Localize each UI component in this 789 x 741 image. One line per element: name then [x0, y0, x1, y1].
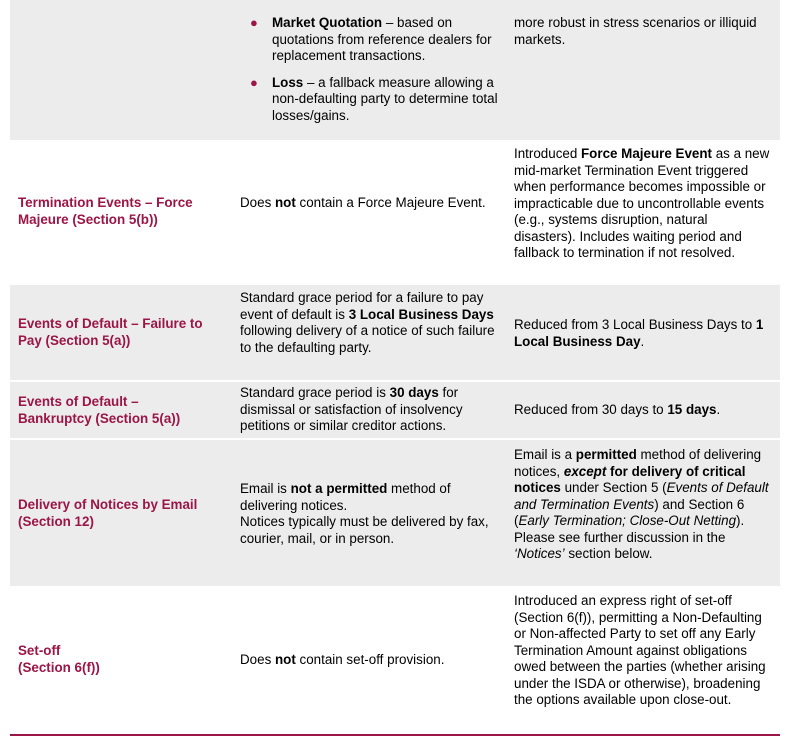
cell-text: more robust in stress scenarios or illiquid markets.	[514, 15, 757, 47]
cell-text: Email is a permitted method of delivering notices, except for delivery of critical notices under Section 5 (Events of Default and Termination Events) and Section 6 (Early Termination; Close-Out Netting). Please see further discussion in the ‘Notices’ section below.	[514, 447, 769, 561]
cell-text: Standard grace period for a failure to pay event of default is 3 Local Business Days following delivery of a notice of such failure to the defaulting party.	[240, 290, 495, 355]
table-bottom-rule	[10, 734, 780, 736]
cell-text: Email is not a permitted method of delivering notices. Notices typically must be delivered by fax, courier, mail, or in person.	[240, 481, 489, 546]
bullet-term: Market Quotation	[272, 15, 383, 30]
bullet-term: Loss	[272, 74, 304, 90]
row-header: Events of Default – Failure to Pay (Section 5(a))	[18, 316, 203, 348]
bullet-icon: ●	[250, 15, 258, 30]
cell-text: Introduced Force Majeure Event as a new mid-market Termination Event triggered when performance becomes impossible or impracticable due to uncontrollable events (e.g., systems disruption, natural disasters). Includes waiting period and fallback to termination if not resolved.	[514, 146, 770, 260]
bullet-icon: ●	[250, 74, 258, 90]
list-item: ● Market Quotation – based on quotations from reference dealers for replacement transactions.	[250, 15, 492, 63]
valuation-methods-list	[240, 15, 498, 124]
cell-text: Standard grace period is 30 days for dismissal or satisfaction of insolvency petitions or similar creditor actions.	[240, 385, 463, 433]
cell-text: Reduced from 3 Local Business Days to 1 Local Business Day.	[514, 317, 764, 349]
row-header: Set-off (Section 6(f))	[18, 643, 100, 675]
row-header: Termination Events – Force Majeure (Section 5(b))	[18, 195, 193, 227]
row-header: Delivery of Notices by Email (Section 12)	[18, 497, 198, 529]
cell-text: Reduced from 30 days to 15 days.	[514, 402, 721, 417]
cell-text: Does not contain set-off provision.	[240, 652, 445, 667]
cell-text: Introduced an express right of set-off (Section 6(f)), permitting a Non-Defaulting or Non-affected Party to set off any Early Termination Amount against obligations owed between the parties (whether arising under the ISDA or otherwise), broadening the options available upon close-out.	[514, 593, 766, 707]
list-item: ● Loss – a fallback measure allowing a non-defaulting party to determine total losses/gains.	[250, 74, 498, 123]
row-header: Events of Default – Bankruptcy (Section 5(a))	[18, 394, 181, 426]
cell-text: Does not contain a Force Majeure Event.	[240, 195, 486, 210]
